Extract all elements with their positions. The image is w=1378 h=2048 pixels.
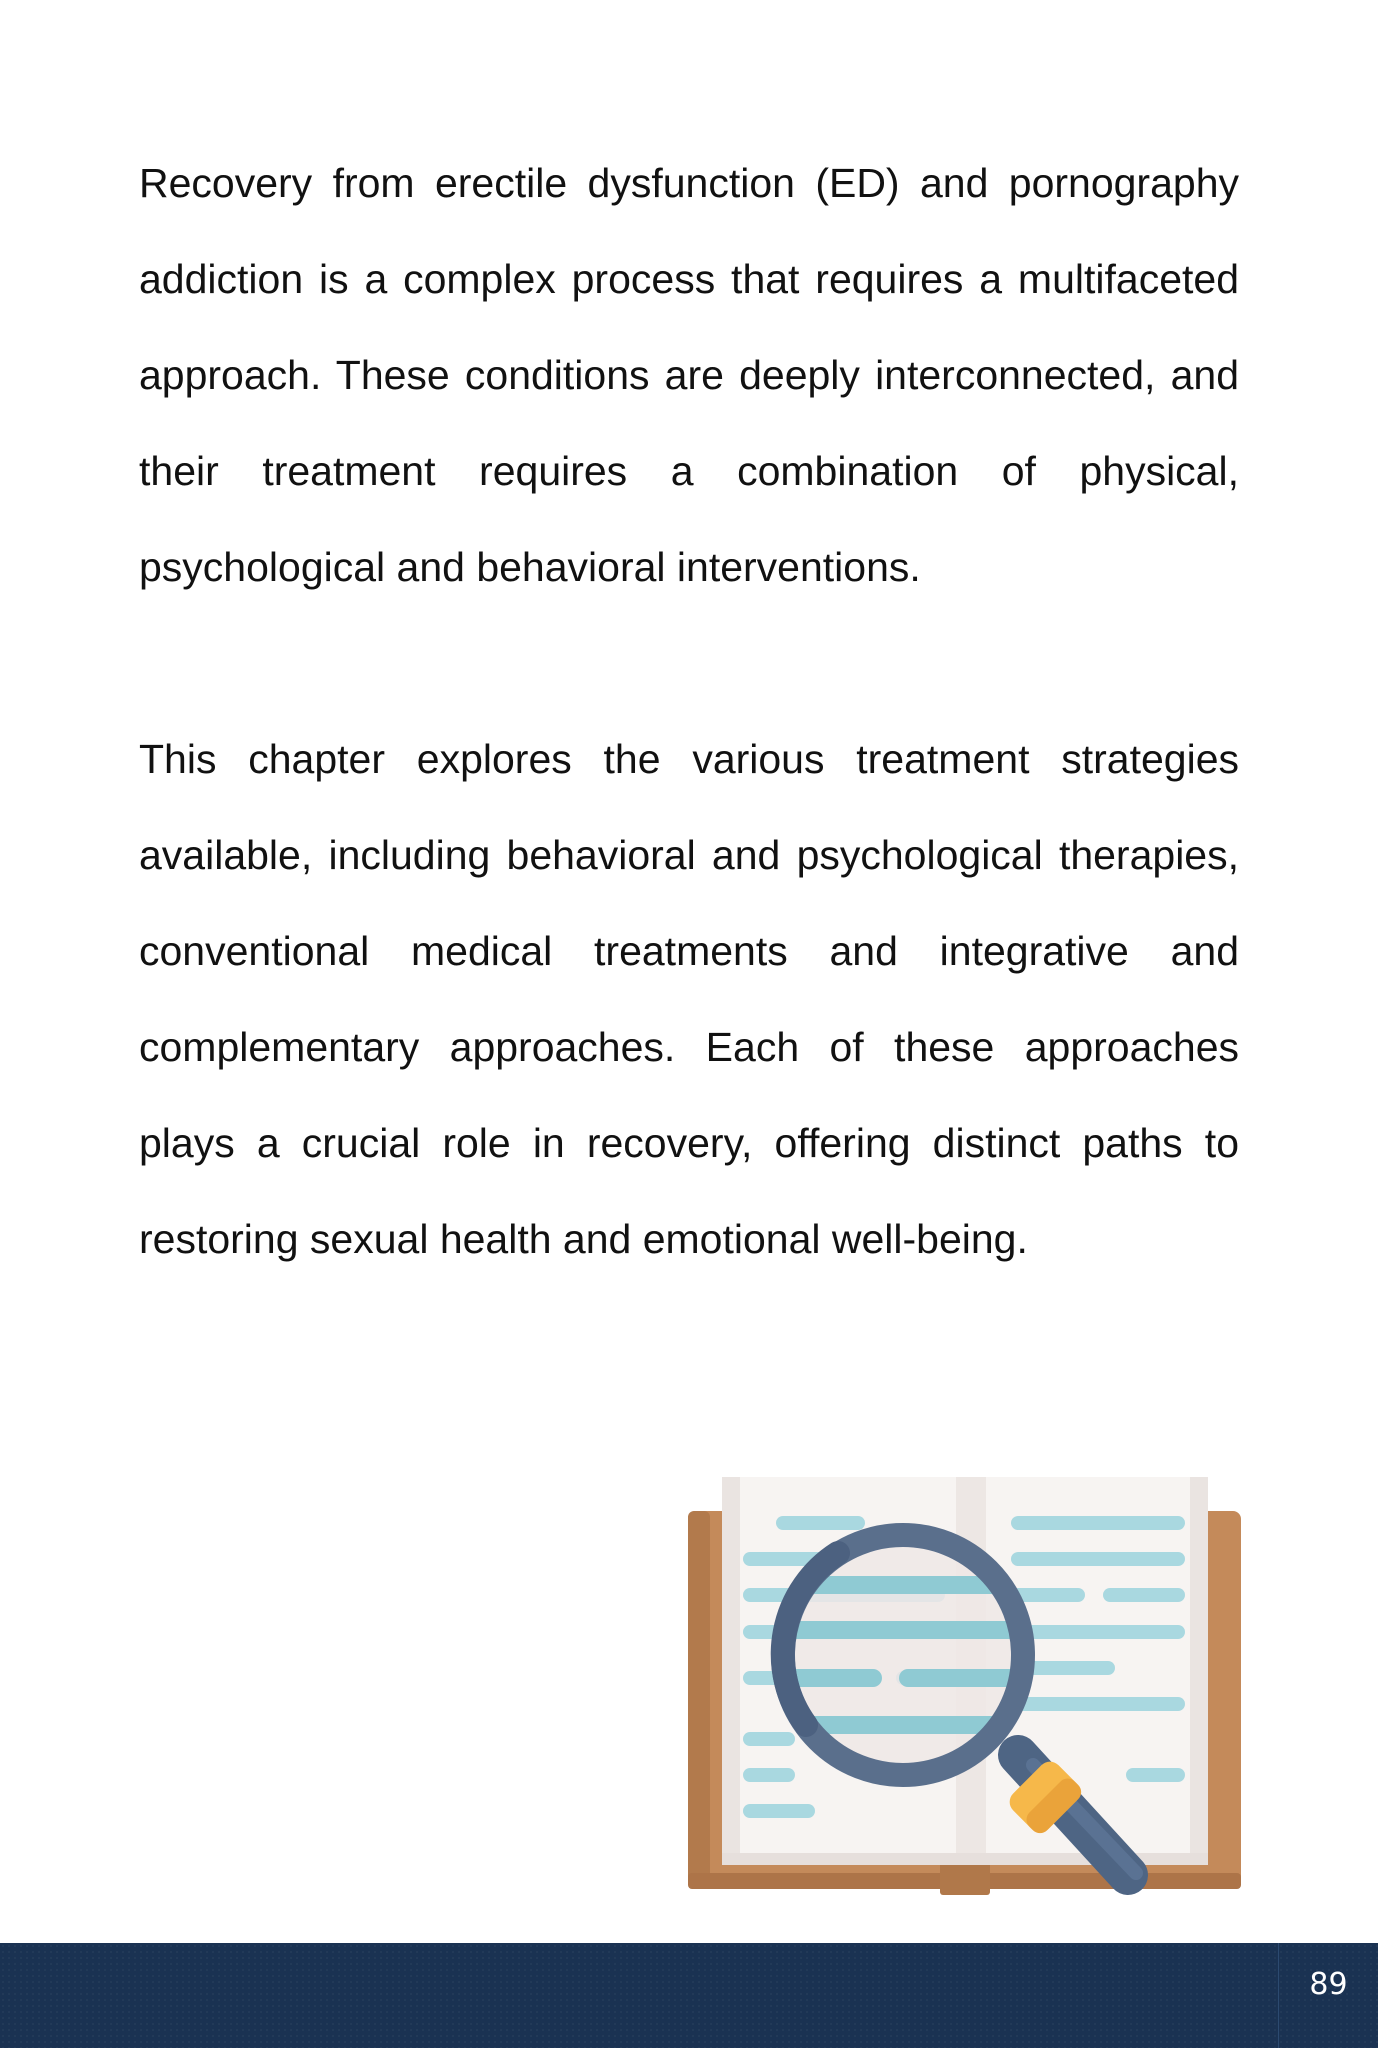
body-text: [139, 135, 1239, 1287]
paragraph-2: This chapter explores the various treatment strategies available, including behavioral and psychological therapies, conventional medical treatments and integrative and complementary approaches. Each of these approaches plays a crucial role in recovery, offering distinct paths to restoring sexual health and emotional well-being.: [139, 736, 1239, 1262]
page-number: 89: [1309, 1967, 1348, 2002]
paragraph-1: Recovery from erectile dysfunction (ED) and pornography addiction is a complex process that requires a multifaceted approach. These conditions are deeply interconnected, and their treatment requires a combination of physical, psychological and behavioral interventions.: [139, 160, 1239, 590]
book-magnifier-icon: [688, 1475, 1243, 1915]
footer-bar: [0, 1943, 1378, 2048]
